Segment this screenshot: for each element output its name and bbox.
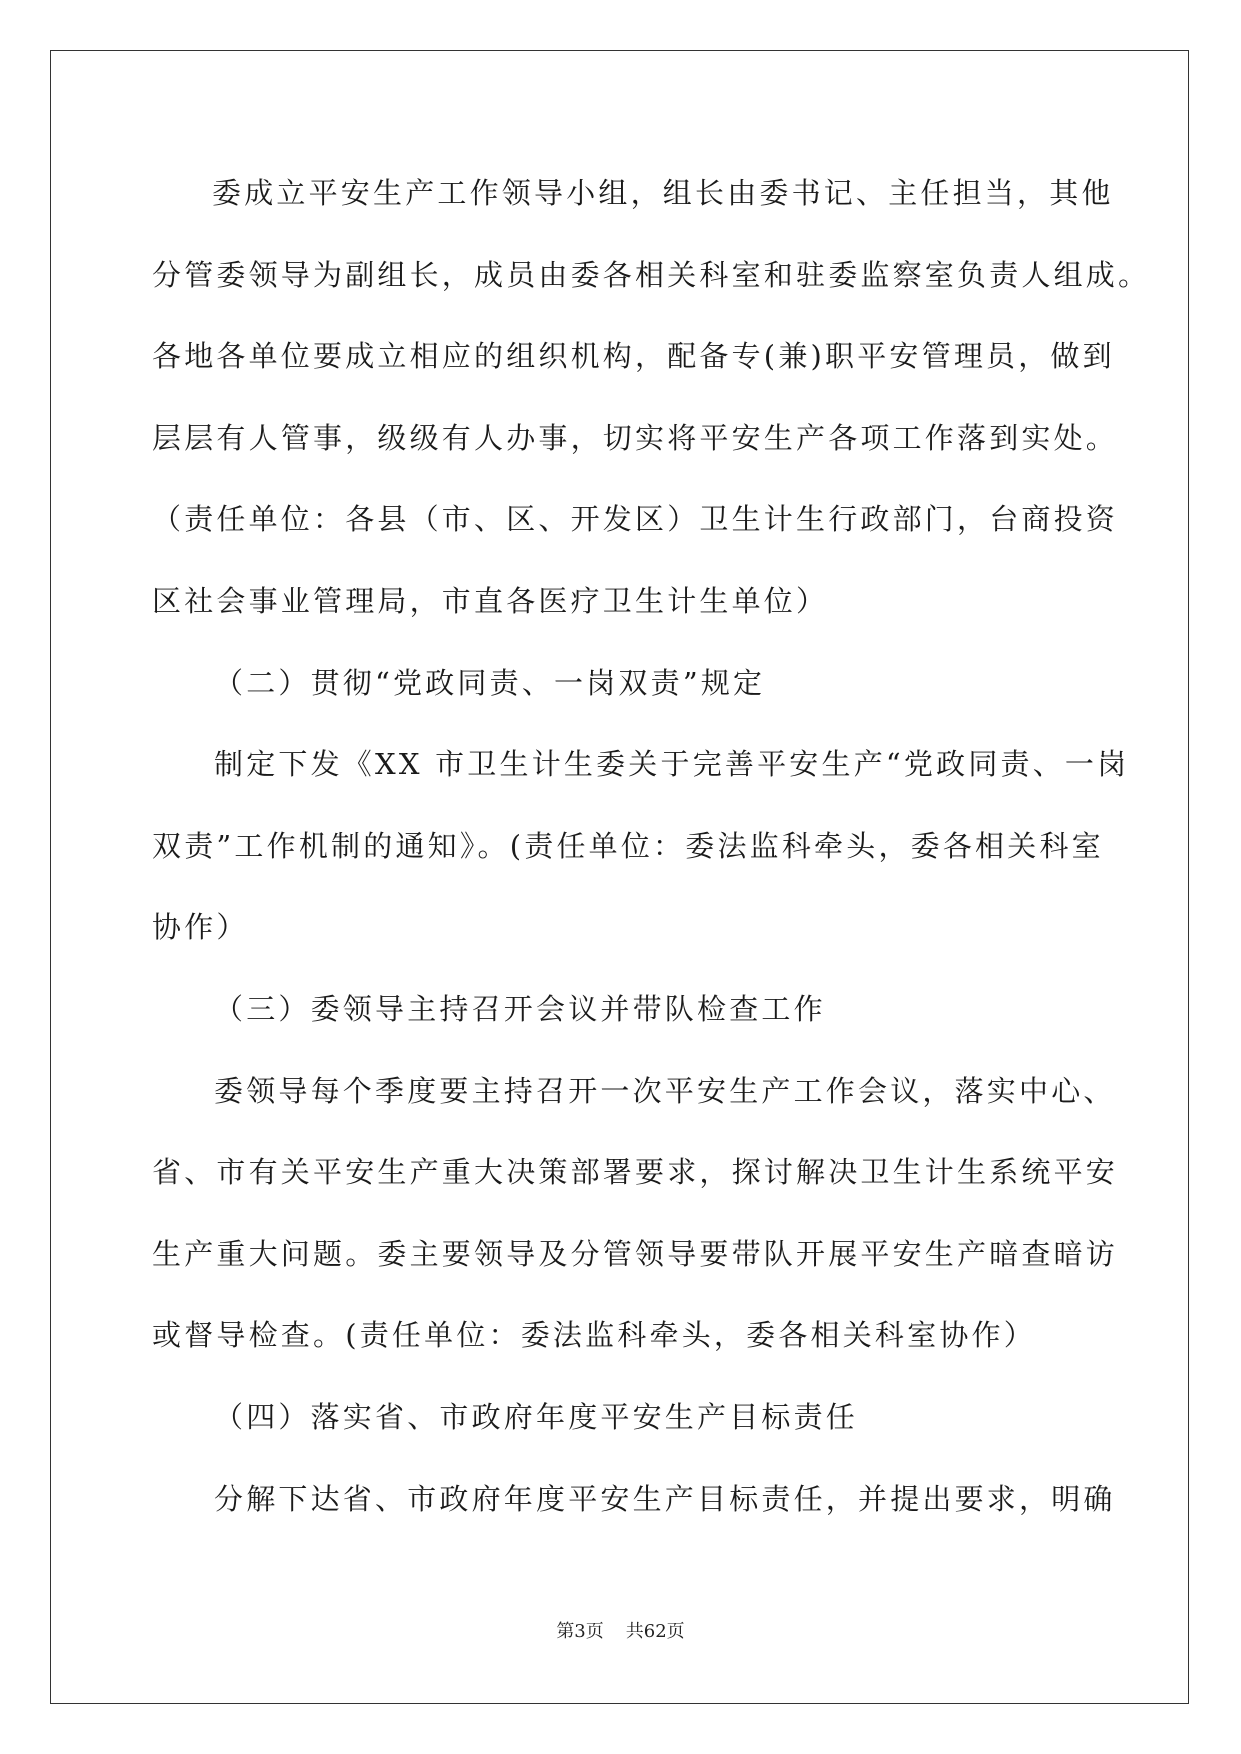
document-body [152, 165, 1151, 1552]
text-line: 各地各单位要成立相应的组织机构，配备专(兼)职平安管理员，做到 [152, 339, 1115, 374]
text-line: 分管委领导为副组长，成员由委各相关科室和驻委监察室负责人组成。 [152, 257, 1151, 292]
section-heading: （三）委领导主持召开会议并带队检查工作 [214, 991, 826, 1026]
text-line: 省、市有关平安生产重大决策部署要求，探讨解决卫生计生系统平安 [152, 1155, 1119, 1190]
page-total: 共62页 [625, 1621, 685, 1642]
text-line: 委领导每个季度要主持召开一次平安生产工作会议，落实中心、 [214, 1073, 1116, 1108]
text-line: 协作） [152, 910, 249, 945]
page-number: 第3页 [556, 1621, 604, 1642]
text-line: 制定下发《XX 市卫生计生委关于完善平安生产“党政同责、一岗 [214, 747, 1130, 782]
text-line: 或督导检查。(责任单位：委法监科牵头，委各相关科室协作） [152, 1318, 1036, 1353]
section-heading: （二）贯彻“党政同责、一岗双责”规定 [214, 665, 766, 700]
text-line: 区社会事业管理局，市直各医疗卫生计生单位） [152, 583, 829, 618]
text-line: 层层有人管事，级级有人办事，切实将平安生产各项工作落到实处。 [152, 420, 1119, 455]
page-footer [0, 1620, 1241, 1644]
text-line: 生产重大问题。委主要领导及分管领导要带队开展平安生产暗查暗访 [152, 1236, 1119, 1271]
text-line: （责任单位：各县（市、区、开发区）卫生计生行政部门，台商投资 [152, 502, 1119, 537]
text-line: 分解下达省、市政府年度平安生产目标责任，并提出要求，明确 [214, 1481, 1116, 1516]
text-line: 委成立平安生产工作领导小组，组长由委书记、主任担当，其他 [212, 176, 1114, 210]
text-line: 双责”工作机制的通知》。(责任单位：委法监科牵头，委各相关科室 [152, 828, 1104, 863]
section-heading: （四）落实省、市政府年度平安生产目标责任 [214, 1399, 859, 1434]
